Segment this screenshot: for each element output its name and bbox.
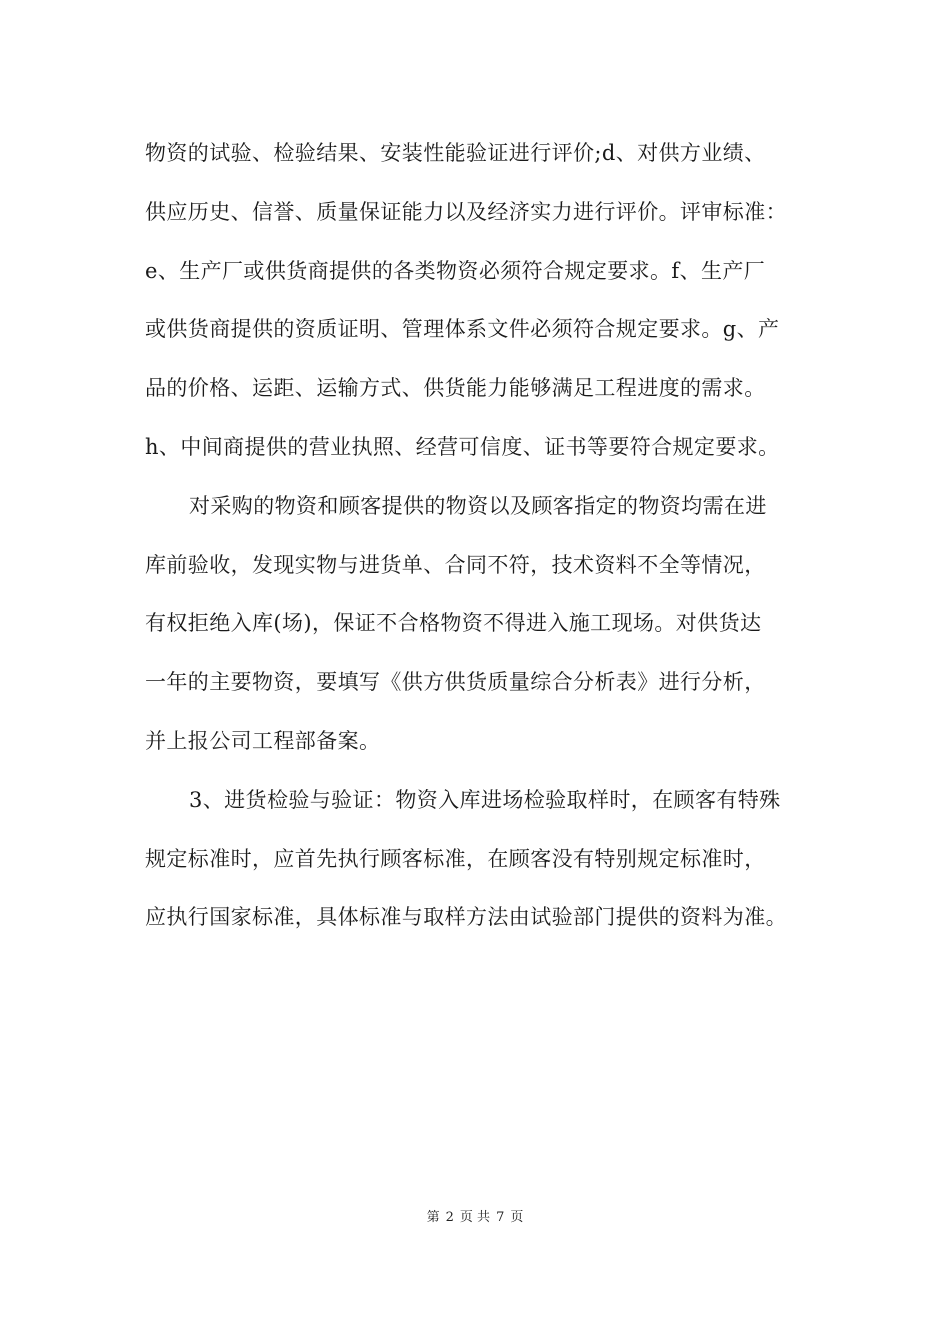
page-footer — [0, 1206, 950, 1225]
text-line-7: 对采购的物资和顾客提供的物资以及顾客指定的物资均需在进 — [189, 493, 767, 518]
footer-suffix: 页 — [510, 1210, 524, 1225]
text-line-11: 并上报公司工程部备案。 — [145, 728, 381, 753]
text-line-9: 有权拒绝入库(场)，保证不合格物资不得进入施工现场。对供货达 — [145, 611, 762, 636]
footer-prefix: 第 — [426, 1210, 440, 1225]
text-line-14: 应执行国家标准，具体标准与取样方法由试验部门提供的资料为准。 — [145, 905, 787, 930]
text-line-1: 物资的试验、检验结果、安装性能验证进行评价;d、对供方业绩、 — [145, 141, 766, 165]
footer-middle: 页 共 — [459, 1210, 491, 1225]
text-line-4: 或供货商提供的资质证明、管理体系文件必须符合规定要求。g、产 — [145, 317, 780, 342]
text-line-12: 3、进货检验与验证：物资入库进场检验取样时，在顾客有特殊 — [189, 787, 781, 812]
footer-current-page: 2 — [445, 1210, 454, 1225]
text-line-8: 库前验收，发现实物与进货单、合同不符，技术资料不全等情况， — [145, 552, 766, 577]
text-line-6: h、中间商提供的营业执照、经营可信度、证书等要符合规定要求。 — [145, 434, 780, 459]
text-line-3: e、生产厂或供货商提供的各类物资必须符合规定要求。f、生产厂 — [145, 258, 766, 283]
footer-total-pages: 7 — [496, 1210, 505, 1225]
text-line-2: 供应历史、信誉、质量保证能力以及经济实力进行评价。评审标准： — [145, 199, 787, 224]
text-line-13: 规定标准时，应首先执行顾客标准，在顾客没有特别规定标准时， — [145, 846, 766, 871]
text-line-5: 品的价格、运距、运输方式、供货能力能够满足工程进度的需求。 — [145, 376, 766, 401]
document-body — [145, 124, 845, 947]
text-line-10: 一年的主要物资，要填写《供方供货质量综合分析表》进行分析， — [145, 670, 766, 695]
